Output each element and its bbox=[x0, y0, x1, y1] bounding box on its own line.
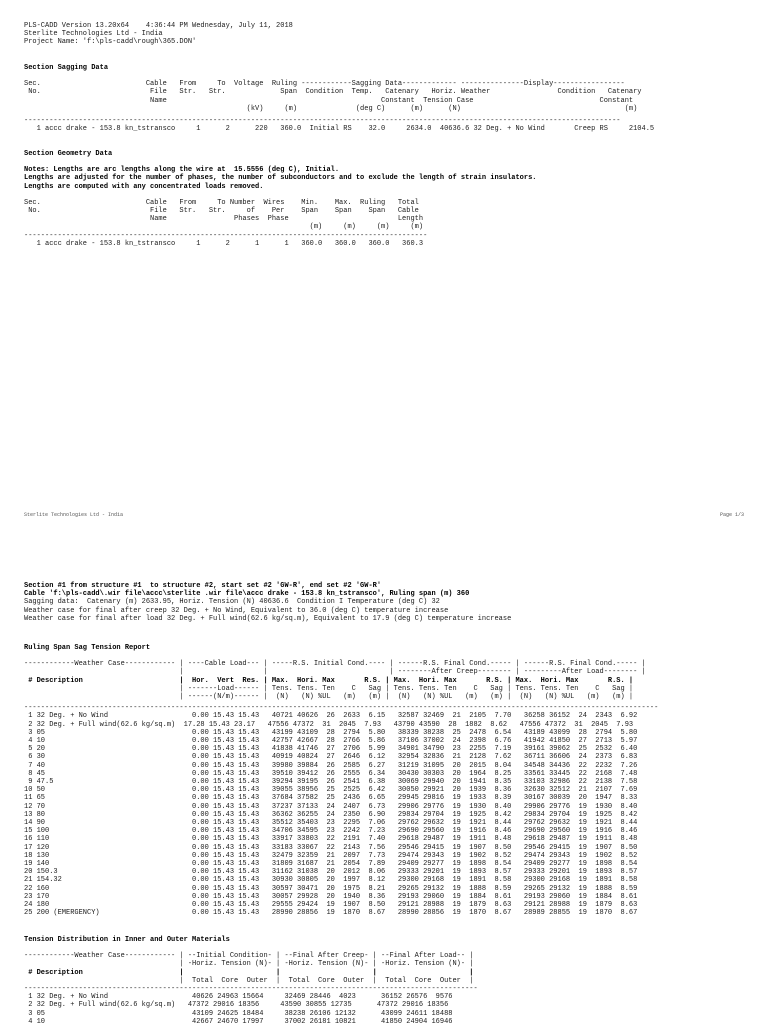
sagging-divider: ---------------------------------------------------------------------------------------------------------------------------------------------- bbox=[24, 117, 621, 126]
table-row: 19 140 0.00 15.43 15.43 31809 31687 21 2054 7.89 29409 29277 19 1898 8.54 29409 29277 19 1898 8.54 bbox=[24, 860, 638, 869]
section1-info-2: Weather case for final after creep 32 Deg. + No Wind, Equivalent to 36.0 (deg C) temperature increase bbox=[24, 606, 449, 615]
geometry-header-4: (m) (m) (m) (m) bbox=[24, 223, 424, 232]
ruling-title: Ruling Span Sag Tension Report bbox=[24, 644, 151, 652]
table-row: 14 90 0.00 15.43 15.43 35512 35403 23 2295 7.06 29762 29632 19 1921 8.44 29762 29632 19 1921 8.44 bbox=[24, 819, 638, 828]
footer-company: Sterlite Technologies Ltd - India bbox=[24, 512, 124, 518]
sagging-title: Section Sagging Data bbox=[24, 64, 109, 72]
table-row: 1 32 Deg. + No Wind 40626 24963 15664 32469 28446 4023 36152 26576 9576 bbox=[24, 993, 453, 1002]
geometry-note-1: Notes: Lengths are arc lengths along the wire at 15.5556 (deg C), Initial. bbox=[24, 166, 340, 175]
table-row: 23 170 0.00 15.43 15.43 30057 29928 20 1940 8.36 29193 29060 19 1884 8.61 29193 29060 19 1884 8.61 bbox=[24, 892, 638, 901]
table-row: 2 32 Deg. + Full wind(62.6 kg/sq.m) 47372 29016 18356 43590 30855 12735 47372 29016 18356 bbox=[24, 1001, 449, 1010]
ruling-rows bbox=[24, 712, 658, 917]
table-row: 11 65 0.00 15.43 15.43 37684 37582 25 2436 6.65 29945 29816 19 1933 8.39 30167 30039 20 1947 8.33 bbox=[24, 794, 638, 803]
table-row: 1 32 Deg. + No Wind 0.00 15.43 15.43 40721 40626 26 2633 6.15 32587 32469 21 2105 7.70 36258 36152 24 2343 6.92 bbox=[24, 712, 638, 721]
table-row: 4 10 0.00 15.43 15.43 42757 42667 28 2766 5.86 37106 37002 24 2398 6.76 41942 41850 27 2713 5.97 bbox=[24, 737, 638, 746]
table-row: 15 100 0.00 15.43 15.43 34706 34595 23 2242 7.23 29690 29560 19 1916 8.46 29690 29560 19 1916 8.46 bbox=[24, 827, 638, 836]
tension-header-3: # Description | | | | bbox=[24, 968, 474, 977]
geometry-divider: ------------------------------------------------------------------------------------------------ bbox=[24, 231, 428, 240]
ruling-report bbox=[24, 644, 658, 918]
ruling-header-1: ------------Weather Case------------ | ----Cable Load--- | -----R.S. Initial Cond.---- | ------R.S. Final Cond.----- | ------R.S. Final Cond.----- | bbox=[24, 660, 646, 669]
geometry-section bbox=[24, 150, 536, 248]
ruling-divider: ------------------------------------------------------------------------------------------------------------------------------------------------------- bbox=[24, 704, 659, 713]
report-header bbox=[24, 22, 293, 47]
tension-header-4: | Total Core Outer | Total Core Outer | Total Core Outer | bbox=[24, 976, 474, 985]
tension-header-2: | -Horiz. Tension (N)- | -Horiz. Tension (N)- | -Horiz. Tension (N)- | bbox=[24, 960, 474, 969]
table-row: 7 40 0.00 15.43 15.43 39980 39884 26 2585 6.27 31219 31095 20 2015 8.04 34548 34436 22 2232 7.26 bbox=[24, 761, 638, 770]
table-row: 8 45 0.00 15.43 15.43 39510 39412 26 2555 6.34 30430 30303 20 1964 8.25 33561 33445 22 2168 7.48 bbox=[24, 769, 638, 778]
table-row: 18 130 0.00 15.43 15.43 32479 32359 21 2097 7.73 29474 29343 19 1902 8.52 29474 29343 19 1902 8.52 bbox=[24, 851, 638, 860]
tension-divider: ------------------------------------------------------------------------------------------------------------ bbox=[24, 985, 478, 994]
sagging-header-1: Sec. Cable From To Voltage Ruling ------------Sagging Data------------- ---------------Display----------------- bbox=[24, 80, 625, 89]
table-row: 16 110 0.00 15.43 15.43 33917 33803 22 2191 7.40 29618 29487 19 1911 8.48 29618 29487 19 1911 8.48 bbox=[24, 835, 638, 844]
table-row: 2 32 Deg. + Full wind(62.6 kg/sq.m) 17.28 15.43 23.17 47556 47372 31 2045 7.93 43790 43590 28 1882 8.62 47556 47372 31 2045 7.93 bbox=[24, 720, 634, 729]
table-row: 25 200 (EMERGENCY) 0.00 15.43 15.43 28990 28856 19 1870 8.67 28990 28856 19 1870 8.67 28989 28855 19 1870 8.67 bbox=[24, 909, 638, 918]
header-version-line: PLS-CADD Version 13.20x64 4:36:44 PM Wednesday, July 11, 2018 bbox=[24, 22, 293, 30]
header-project-line: Project Name: 'f:\pls-cadd\rough\365.DON' bbox=[24, 38, 197, 47]
sagging-header-2: No. File Str. Str. Span Condition Temp. Catenary Horiz. Weather Condition Catenary bbox=[24, 88, 642, 97]
table-row: 24 180 0.00 15.43 15.43 29555 29424 19 1907 8.50 29121 28988 19 1879 8.63 29121 28988 19 1879 8.63 bbox=[24, 901, 638, 910]
geometry-note-3: Lengths are computed with any concentrated loads removed. bbox=[24, 182, 264, 191]
ruling-header-2: | | | --------After Creep-------- | ---------After Load-------- | bbox=[24, 668, 646, 677]
table-row: 3 05 43109 24625 18484 38238 26106 12132 43099 24611 18488 bbox=[24, 1009, 453, 1018]
geometry-header-3: Name Phases Phase Length bbox=[24, 215, 424, 224]
table-row: 4 10 42667 24670 17997 37002 26181 10821 41850 24904 16946 bbox=[24, 1017, 453, 1024]
table-row: 10 50 0.00 15.43 15.43 39055 38956 25 2525 6.42 30050 29921 20 1939 8.36 32630 32512 21 2107 7.69 bbox=[24, 786, 638, 795]
ruling-header-5: | ------(N/m)------ | (N) (N) %UL (m) (m) | (N) (N) %UL (m) (m) | (N) (N) %UL (m) (m) | bbox=[24, 693, 634, 702]
table-row: 20 150.3 0.00 15.43 15.43 31162 31038 20 2012 8.06 29333 29201 19 1893 8.57 29333 29201 19 1893 8.57 bbox=[24, 868, 638, 877]
ruling-header-4: | -------Load------ | Tens. Tens. Ten C Sag | Tens. Tens. Ten C Sag | Tens. Tens. Ten C Sag | bbox=[24, 684, 634, 693]
geometry-header-2: No. File Str. Str. of Per Span Span Span Cable bbox=[24, 207, 419, 216]
section1-block bbox=[24, 582, 511, 623]
section1-cable: Cable 'f:\pls-cadd\.wir file\accc\sterlite .wir file\accc drake - 153.8 kn_tstransco', Ruling span (m) 360 bbox=[24, 590, 470, 599]
sagging-header-4: (kV) (m) (deg C) (m) (N) (m) bbox=[24, 104, 638, 113]
geometry-row: 1 accc drake - 153.8 kn_tstransco 1 2 1 1 360.0 360.0 360.0 360.3 bbox=[24, 239, 424, 248]
table-row: 13 80 0.00 15.43 15.43 36362 36255 24 2350 6.90 29834 29704 19 1925 8.42 29834 29704 19 1925 8.42 bbox=[24, 810, 638, 819]
tension-title: Tension Distribution in Inner and Outer Materials bbox=[24, 936, 230, 944]
geometry-note-2: Lengths are adjusted for the number of phases, the number of subconductors and to exclude the length of strain insulators. bbox=[24, 174, 537, 183]
header-company-line: Sterlite Technologies Ltd - India bbox=[24, 30, 163, 39]
geometry-header-1: Sec. Cable From To Number Wires Min. Max. Ruling Total bbox=[24, 198, 419, 207]
section1-title: Section #1 from structure #1 to structure #2, start set #2 'GW-R', end set #2 'GW-R' bbox=[24, 582, 382, 590]
sagging-row: 1 accc drake - 153.8 kn_tstransco 1 2 220 360.0 Initial RS 32.0 2634.0 40636.6 32 Deg. + No Wind Creep RS 2104.5 bbox=[24, 125, 655, 134]
sagging-header-3: Name Constant Tension Case Constant bbox=[24, 96, 634, 105]
table-row: 5 20 0.00 15.43 15.43 41838 41746 27 2706 5.99 34901 34790 23 2255 7.19 39161 39062 25 2532 6.40 bbox=[24, 745, 638, 754]
table-row: 21 154.32 0.00 15.43 15.43 30930 30805 20 1997 8.12 29300 29168 19 1891 8.58 29300 29168 19 1891 8.58 bbox=[24, 876, 638, 885]
table-row: 17 120 0.00 15.43 15.43 33183 33067 22 2143 7.56 29546 29415 19 1907 8.50 29546 29415 19 1907 8.50 bbox=[24, 843, 638, 852]
section1-info-1: Sagging data: Catenary (m) 2633.95, Horiz. Tension (N) 40636.6 Condition I Temperature (deg C) 32 bbox=[24, 598, 440, 607]
table-row: 6 30 0.00 15.43 15.43 40919 40824 27 2646 6.12 32954 32836 21 2128 7.62 36711 36606 24 2373 6.83 bbox=[24, 753, 638, 762]
table-row: 22 160 0.00 15.43 15.43 30597 30471 20 1975 8.21 29265 29132 19 1888 8.59 29265 29132 19 1888 8.59 bbox=[24, 884, 638, 893]
ruling-header-3: # Description | Hor. Vert Res. | Max. Hori. Max R.S. | Max. Hori. Max R.S. | Max. Hori. Max R.S. | bbox=[24, 676, 634, 685]
table-row: 9 47.5 0.00 15.43 15.43 39294 39195 26 2541 6.38 30069 29940 20 1941 8.35 33103 32986 22 2138 7.58 bbox=[24, 778, 638, 787]
table-row: 12 70 0.00 15.43 15.43 37237 37133 24 2407 6.73 29906 29776 19 1930 8.40 29906 29776 19 1930 8.40 bbox=[24, 802, 638, 811]
section1-info-3: Weather case for final after load 32 Deg. + Full wind(62.6 kg/sq.m), Equivalent to 17.9 (deg C) temperature increase bbox=[24, 614, 512, 623]
tension-section bbox=[24, 936, 478, 1024]
geometry-title: Section Geometry Data bbox=[24, 150, 113, 158]
tension-header-1: ------------Weather Case------------ | --Initial Condition- | --Final After Creep- | --Final After Load-- | bbox=[24, 952, 474, 961]
sagging-section bbox=[24, 64, 654, 133]
tension-rows bbox=[24, 993, 478, 1024]
footer-page-number: Page 1/3 bbox=[719, 512, 744, 518]
table-row: 3 05 0.00 15.43 15.43 43199 43109 28 2794 5.80 38339 38238 25 2478 6.54 43189 43099 28 2794 5.80 bbox=[24, 728, 638, 737]
